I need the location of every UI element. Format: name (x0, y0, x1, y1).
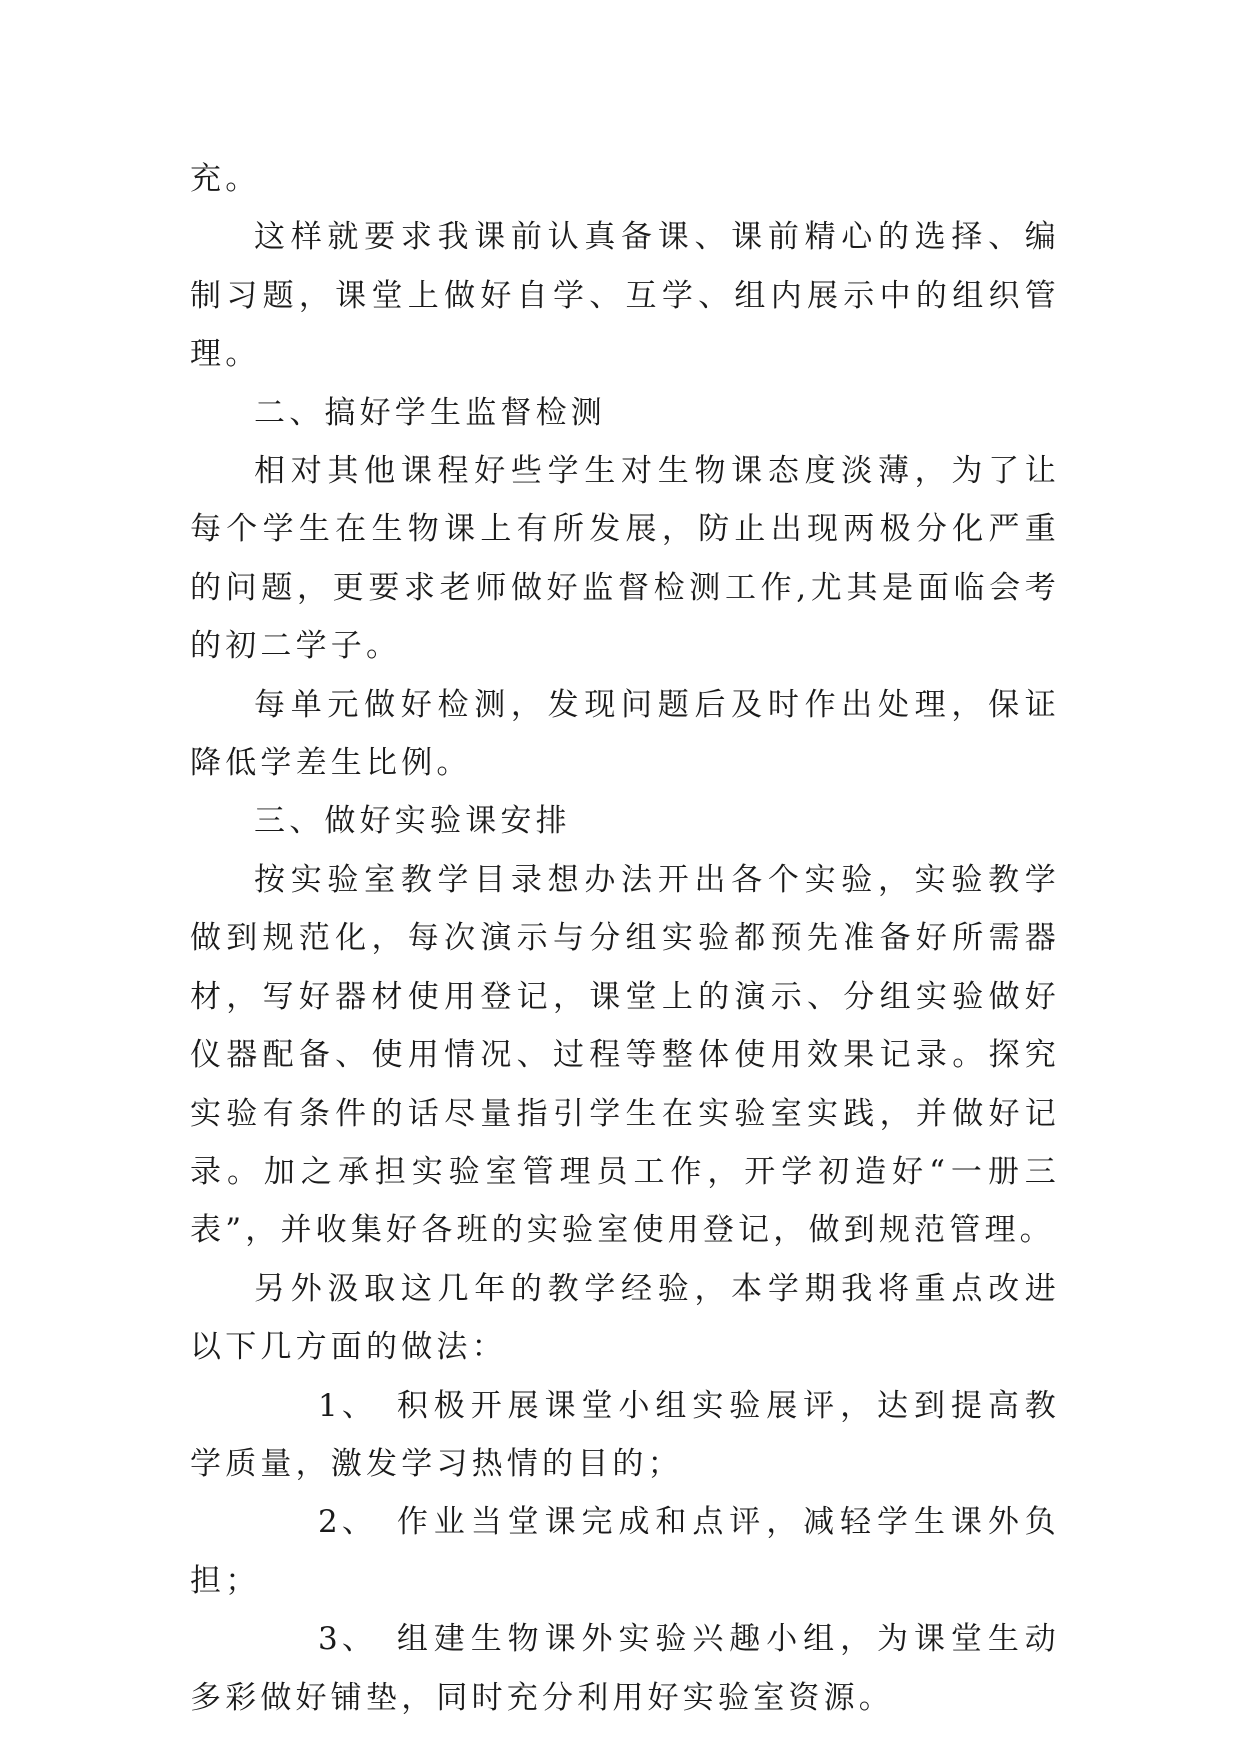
list-item (190, 1377, 1060, 1494)
paragraph-unit-testing: 每单元做好检测，发现问题后及时作出处理，保证降低学差生比例。 (190, 686, 1060, 782)
list-item (190, 1610, 1060, 1727)
list-item-number: 2、 (318, 1504, 378, 1541)
section-heading-lab-classes: 三、做好实验课安排 (254, 803, 571, 840)
list-item-text: 组建生物课外实验兴趣小组，为课堂生动多彩做好铺垫，同时充分利用好实验室资源。 (190, 1621, 1060, 1716)
paragraph-continuation: 充。 (190, 161, 261, 197)
document-body (190, 150, 1060, 1727)
paragraph-preparation: 这样就要求我课前认真备课、课前精心的选择、编制习题，课堂上做好自学、互学、组内展示中的组织管理。 (190, 219, 1060, 373)
paragraph-improvements-intro: 另外汲取这几年的教学经验，本学期我将重点改进以下几方面的做法： (190, 1270, 1060, 1366)
list-item-text: 积极开展课堂小组实验展评，达到提高教学质量，激发学习热情的目的； (190, 1387, 1060, 1482)
list-item (190, 1493, 1060, 1610)
list-item-number: 3、 (318, 1621, 378, 1658)
paragraph-monitoring: 相对其他课程好些学生对生物课态度淡薄，为了让每个学生在生物课上有所发展，防止出现两极分化严重的问题，更要求老师做好监督检测工作,尤其是面临会考的初二学子。 (190, 453, 1060, 665)
paragraph-lab-classes: 按实验室教学目录想办法开出各个实验，实验教学做到规范化，每次演示与分组实验都预先准备好所需器材，写好器材使用登记，课堂上的演示、分组实验做好仪器配备、使用情况、过程等整体使用效果记录。探究实验有条件的话尽量指引学生在实验室实践，并做好记录。加之承担实验室管理员工作，开学初造好“一册三表”，并收集好各班的实验室使用登记，做到规范管理。 (190, 861, 1060, 1249)
section-heading-monitoring: 二、搞好学生监督检测 (254, 394, 606, 431)
list-item-text: 作业当堂课完成和点评，减轻学生课外负担； (190, 1504, 1060, 1599)
list-item-number: 1、 (318, 1387, 378, 1424)
